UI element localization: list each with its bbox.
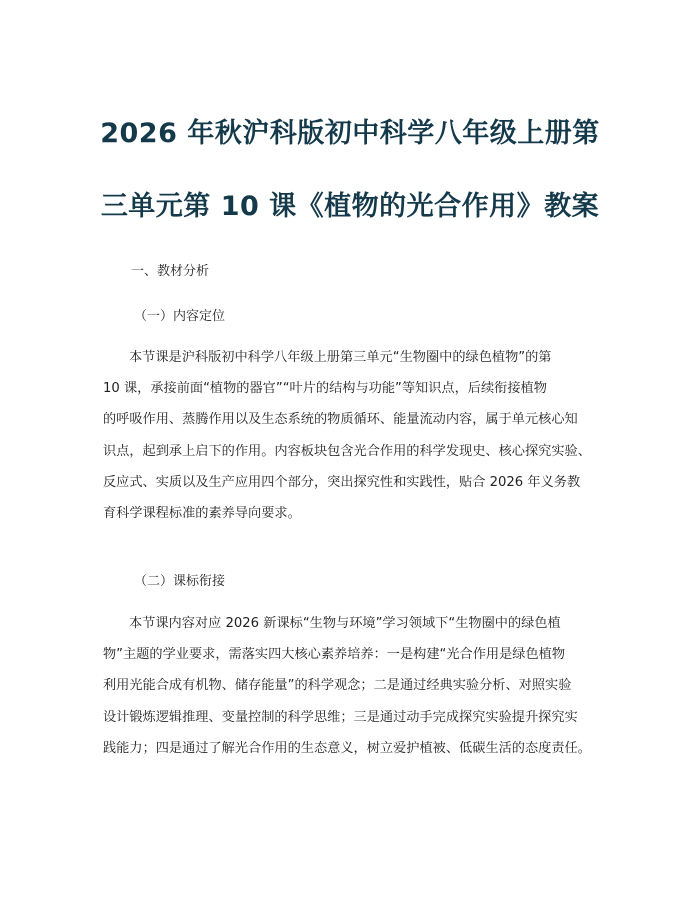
paragraph-line: 利用光能合成有机物、储存能量”的科学观念；二是通过经典实验分析、对照实验 [103, 678, 572, 694]
paragraph-line: 物”主题的学业要求，需落实四大核心素养培养：一是构建“光合作用是绿色植物 [103, 647, 566, 663]
paragraph-line: 10 课，承接前面“植物的器官”“叶片的结构与功能”等知识点，后续衔接植物 [103, 381, 547, 397]
paragraph-line: 育科学课程标准的素养导向要求。 [103, 505, 301, 521]
paragraph-content-positioning [103, 342, 603, 529]
subsection-heading-curriculum-alignment: （二）课标衔接 [134, 574, 226, 589]
paragraph-line: 的呼吸作用、蒸腾作用以及生态系统的物质循环、能量流动内容，属于单元核心知 [103, 412, 578, 428]
paragraph-line: 践能力；四是通过了解光合作用的生态意义，树立爱护植被、低碳生活的态度责任。 [103, 740, 591, 756]
subsection-heading-content-positioning: （一）内容定位 [134, 309, 226, 324]
paragraph-line: 设计锻炼逻辑推理、变量控制的科学思维；三是通过动手完成探究实验提升探究实 [103, 709, 578, 725]
document-title-line-2: 三单元第 10 课《植物的光合作用》教案 [100, 191, 600, 222]
paragraph-line: 本节课内容对应 2026 新课标“生物与环境”学习领域下“生物圈中的绿色植 [129, 616, 561, 631]
document-title-line-1: 2026 年秋沪科版初中科学八年级上册第 [100, 118, 600, 149]
paragraph-curriculum-alignment [103, 608, 603, 764]
section-heading-textbook-analysis: 一、教材分析 [131, 264, 210, 279]
paragraph-line: 本节课是沪科版初中科学八年级上册第三单元“生物圈中的绿色植物”的第 [129, 350, 552, 365]
paragraph-line: 识点，起到承上启下的作用。内容板块包含光合作用的科学发现史、核心探究实验、 [103, 443, 591, 459]
paragraph-line: 反应式、实质以及生产应用四个部分，突出探究性和实践性，贴合 2026 年义务教 [103, 474, 581, 490]
